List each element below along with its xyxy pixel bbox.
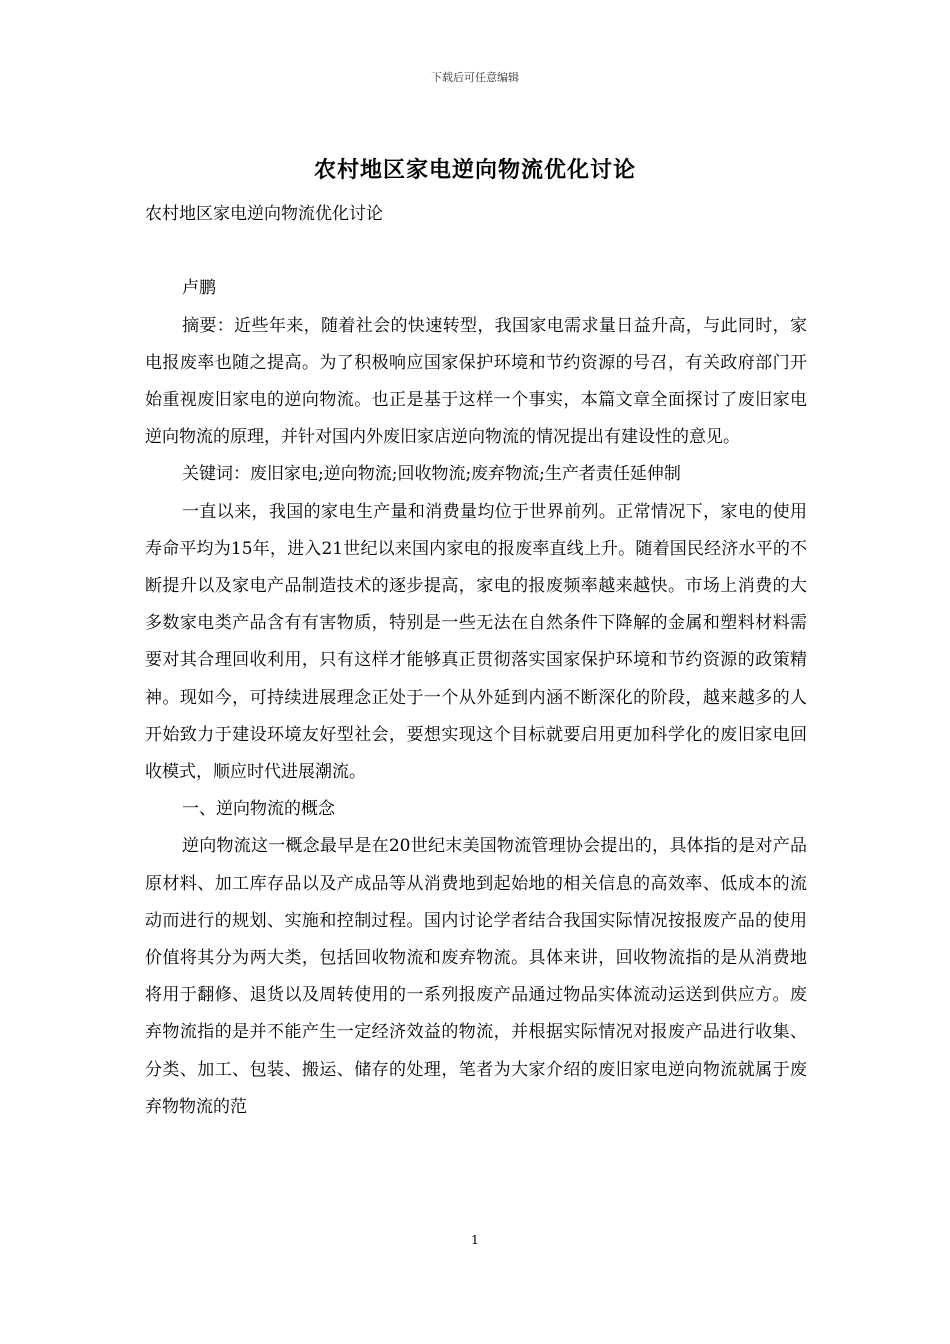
document-title: 农村地区家电逆向物流优化讨论 [313,157,636,183]
body-paragraph-1: 一直以来，我国的家电生产量和消费量均位于世界前列。正常情况下，家电的使用寿命平均为15年，进入21世纪以来国内家电的报废率直线上升。随着国民经济水平的不断提升以及家电产品制造技术的逐步提高，家电的报废频率越来越快。市场上消费的大多数家电类产品含有有害物质，特别是一些无法在自然条件下降解的金属和塑料材料需要对其合理回收利用，只有这样才能够真正贯彻落实国家保护环境和节约资源的政策精神。现如今，可持续进展理念正处于一个从外延到内涵不断深化的阶段，越来越多的人开始致力于建设环境友好型社会，要想实现这个目标就要启用更加科学化的废旧家电回收模式，顺应时代进展潮流。 [145,501,807,783]
page-header-note: 下载后可任意编辑 [431,71,519,84]
author: 卢鹏 [182,278,216,299]
blank-line [145,233,807,270]
subtitle: 农村地区家电逆向物流优化讨论 [145,204,383,224]
abstract-paragraph: 摘要：近些年来，随着社会的快速转型，我国家电需求量日益升高，与此同时，家电报废率也随之提高。为了积极响应国家保护环境和节约资源的号召，有关政府部门开始重视废旧家电的逆向物流。也正是基于这样一个事实，本篇文章全面探讨了废旧家电逆向物流的原理，并针对国内外废旧家店逆向物流的情况提出有建设性的意见。 [145,315,807,448]
body-paragraph-2: 逆向物流这一概念最早是在20世纪末美国物流管理协会提出的，具体指的是对产品原材料、加工库存品以及产成品等从消费地到起始地的相关信息的高效率、低成本的流动而进行的规划、实施和控制过程。国内讨论学者结合我国实际情况按报废产品的使用价值将其分为两大类，包括回收物流和废弃物流。具体来讲，回收物流指的是从消费地将用于翻修、退货以及周转使用的一系列报废产品通过物品实体流动运送到供应方。废弃物流指的是并不能产生一定经济效益的物流，并根据实际情况对报废产品进行收集、分类、加工、包装、搬运、储存的处理，笔者为大家介绍的废旧家电逆向物流就属于废弃物物流的范 [145,836,807,1117]
section-heading-1: 一、逆向物流的概念 [182,799,335,820]
document-body [145,196,807,1126]
page-number: 1 [471,1233,479,1247]
keywords-paragraph: 关键词：废旧家电;逆向物流;回收物流;废弃物流;生产者责任延伸制 [182,464,681,485]
